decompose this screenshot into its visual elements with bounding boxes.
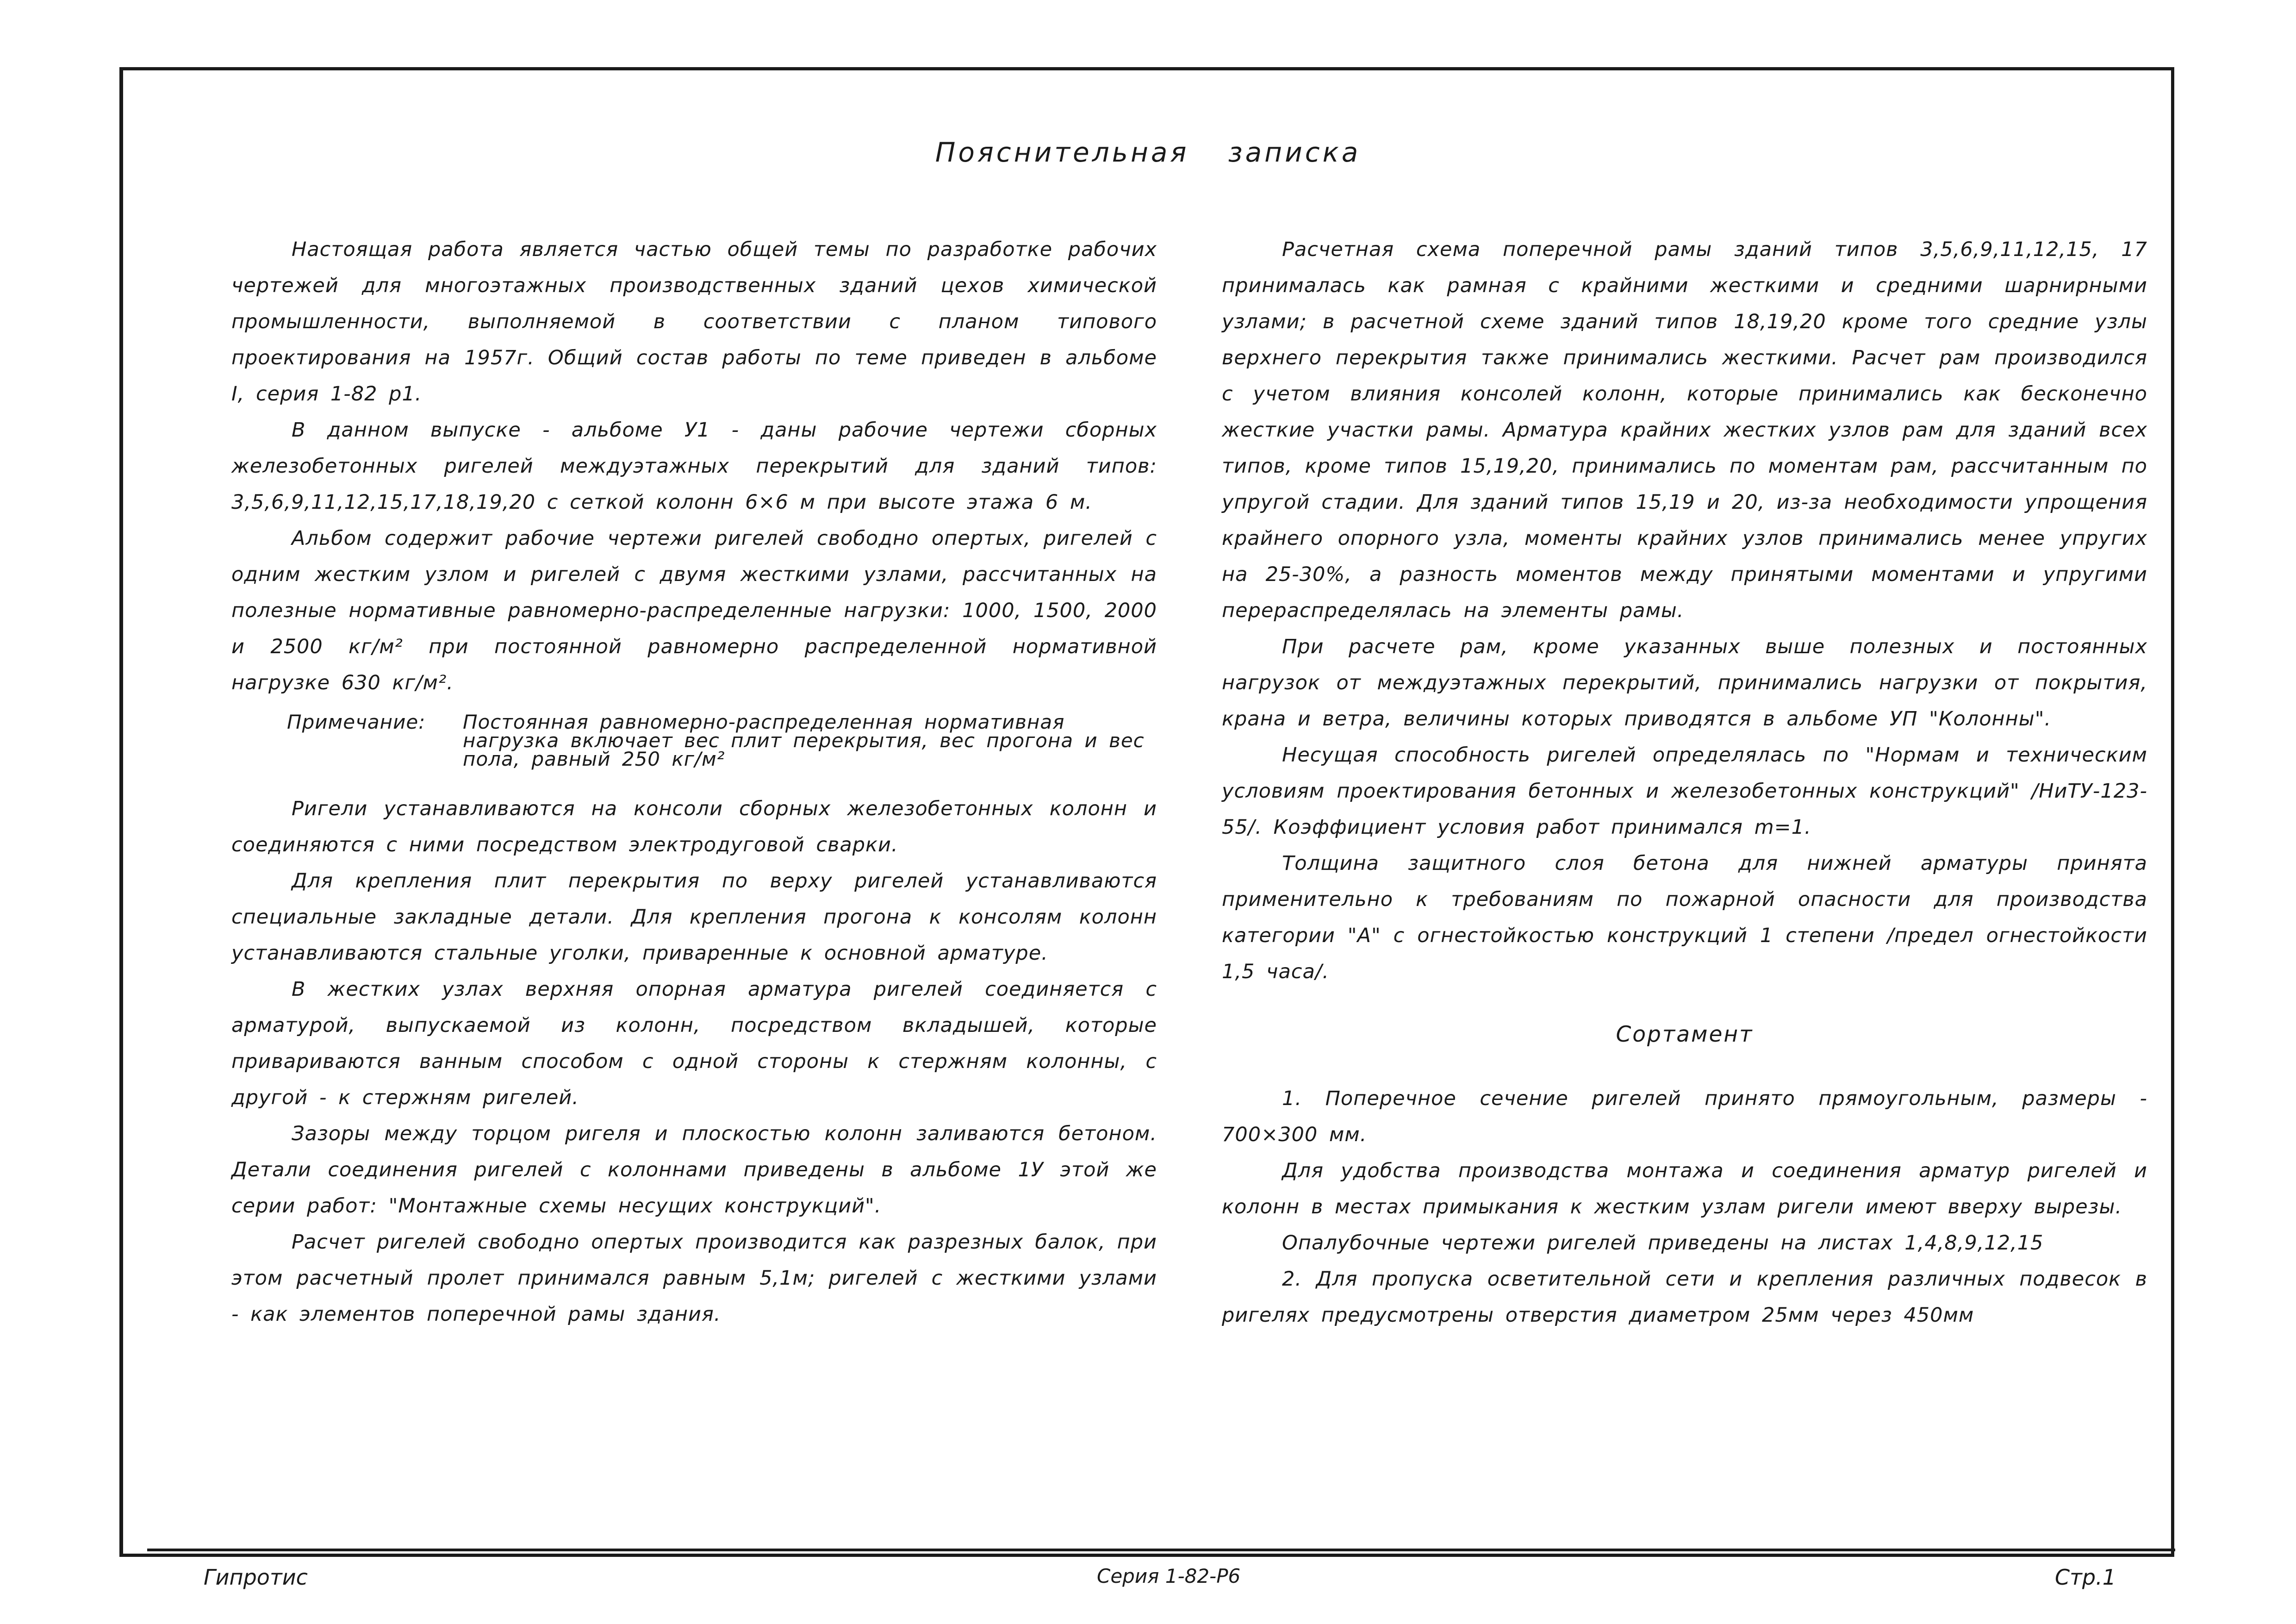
footer-organization: Гипротис xyxy=(204,1565,308,1590)
note xyxy=(231,713,1157,768)
title-block-rule xyxy=(147,1549,2175,1551)
paragraph: Настоящая работа является частью общей темы по разработке рабочих чертежей для многоэтажных производственных зданий цехов химической промышленности, выполняемой в соответствии с планом типового проектирования на 1957г. Общий состав работы по теме приведен в альбоме I, серия 1-82 р1. xyxy=(231,238,1157,406)
paragraph: Ригели устанавливаются на консоли сборных железобетонных колонн и соединяются с ними посредством электродуговой сварки. xyxy=(231,797,1157,856)
paragraph: При расчете рам, кроме указанных выше полезных и постоянных нагрузок от междуэтажных перекрытий, принимались нагрузки от покрытия, крана и ветра, величины которых приводятся в альбоме УП "Колонны". xyxy=(1222,635,2147,731)
paragraph: Расчет ригелей свободно опертых производится как разрезных балок, при этом расчетный пролет принимался равным 5,1м; ригелей с жесткими узлами - как элементов поперечной рамы здания. xyxy=(231,1230,1157,1326)
paragraph: Несущая способность ригелей определялась по "Нормам и техническим условиям проектирования бетонных и железобетонных конструкций" /НиТУ-123-55/. Коэффициент условия работ принимался m=1. xyxy=(1222,743,2147,839)
right-column xyxy=(1222,231,2147,1333)
paragraph: Зазоры между торцом ригеля и плоскостью колонн заливаются бетоном. Детали соединения ригелей с колоннами приведены в альбоме 1У этой же серии работ: "Монтажные схемы несущих конструкций". xyxy=(231,1122,1157,1218)
page-title: Пояснительная записка xyxy=(935,137,1361,168)
left-column xyxy=(231,231,1157,1332)
paragraph: Расчетная схема поперечной рамы зданий типов 3,5,6,9,11,12,15, 17 принималась как рамная с крайними жесткими и средними шарнирными узлами; в расчетной схеме зданий типов 18,19,20 кроме того средние узлы верхнего перекрытия также принимались жесткими. Расчет рам производился с учетом влияния консолей колонн, которые принимались как бесконечно жесткие участки рамы. Арматура крайних жестких узлов рам для зданий всех типов, кроме типов 15,19,20, принимались по моментам рам, рассчитанным по упругой стадии. Для зданий типов 15,19 и 20, из-за необходимости упрощения крайнего опорного узла, моменты крайних узлов принимались менее упругих на 25-30%, а разность моментов между принятыми моментами и упругими перераспределялась на элементы рамы. xyxy=(1222,238,2147,622)
footer-series: Серия 1-82-Р6 xyxy=(1097,1565,1241,1587)
paragraph: Альбом содержит рабочие чертежи ригелей свободно опертых, ригелей с одним жестким узлом и ригелей с двумя жесткими узлами, рассчитанных на полезные нормативные равномерно-распределенные нагрузки: 1000, 1500, 2000 и 2500 кг/м² при постоянной равномерно распределенной нормативной нагрузке 630 кг/м². xyxy=(231,527,1157,694)
note-text: Постоянная равномерно-распределенная нормативная нагрузка включает вес плит перекрытия, вес прогона и вес пола, равный 250 кг/м² xyxy=(463,711,1145,770)
paragraph: 1. Поперечное сечение ригелей принято прямоугольным, размеры - 700×300 мм. xyxy=(1222,1087,2147,1146)
paragraph: Для удобства производства монтажа и соединения арматур ригелей и колонн в местах примыкания к жестким узлам ригели имеют вверху вырезы. xyxy=(1222,1159,2147,1218)
paragraph: Толщина защитного слоя бетона для нижней арматуры принята применительно к требованиям по пожарной опасности для производства категории "А" с огнестойкостью конструкций 1 степени /предел огнестойкости 1,5 часа/. xyxy=(1222,852,2147,983)
footer-page-number: Стр.1 xyxy=(2055,1565,2116,1590)
paragraph: В жестких узлах верхняя опорная арматура ригелей соединяется с арматурой, выпускаемой из колонн, посредством вкладышей, которые привариваются ванным способом с одной стороны к стержням колонны, с другой - к стержням ригелей. xyxy=(231,978,1157,1109)
paragraph: В данном выпуске - альбоме У1 - даны рабочие чертежи сборных железобетонных ригелей междуэтажных перекрытий для зданий типов: 3,5,6,9,11,12,15,17,18,19,20 с сеткой колонн 6×6 м при высоте этажа 6 м. xyxy=(231,418,1157,514)
paragraph: Опалубочные чертежи ригелей приведены на листах 1,4,8,9,12,15 xyxy=(1282,1231,2044,1255)
paragraph: 2. Для пропуска осветительной сети и крепления различных подвесок в ригелях предусмотрены отверстия диаметром 25мм через 450мм xyxy=(1222,1268,2147,1327)
paragraph: Для крепления плит перекрытия по верху ригелей устанавливаются специальные закладные детали. Для крепления прогона к консолям колонн устанавливаются стальные уголки, приваренные к основной арматуре. xyxy=(231,869,1157,965)
section-heading: Сортамент xyxy=(1616,1022,1754,1047)
note-label: Примечание: xyxy=(287,711,426,733)
